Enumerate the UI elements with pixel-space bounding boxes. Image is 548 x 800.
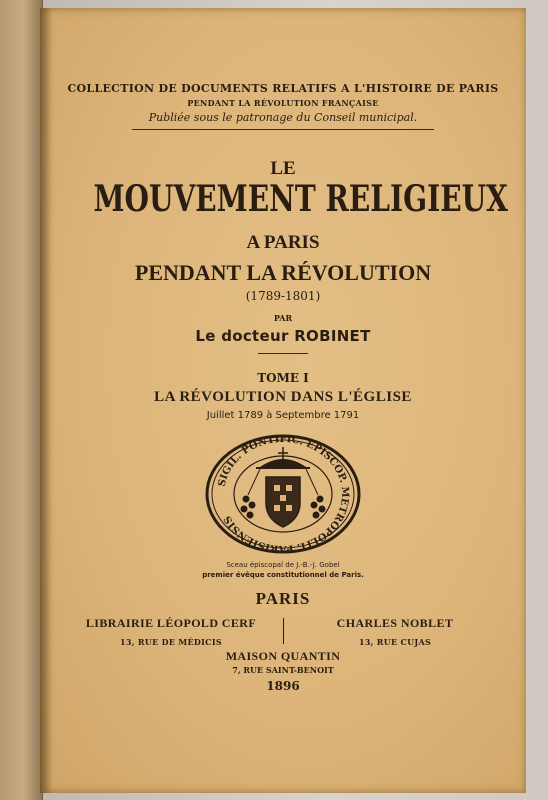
seal-caption-line-2: premier évêque constitutionnel de Paris. <box>202 571 364 579</box>
title-place: A PARIS <box>246 232 320 253</box>
patronage-line: Publiée sous le patronage du Conseil municipal. <box>148 111 418 124</box>
seal-inscription: SIGIL. PONTIFIC. EPISCOP. METROPOLIT. PARISIENSIS <box>216 433 351 555</box>
title-article: LE <box>270 158 296 179</box>
title-page <box>40 8 526 793</box>
publisher-left <box>66 616 276 647</box>
printer-name: MAISON QUANTIN <box>225 649 341 663</box>
publisher-right-address: 13, RUE CUJAS <box>358 637 432 647</box>
spine-shadow <box>40 8 52 793</box>
middle-rule-divider <box>258 353 308 354</box>
top-rule-divider <box>132 129 434 130</box>
collection-subheading: PENDANT LA RÉVOLUTION FRANÇAISE <box>187 98 379 108</box>
main-title: MOUVEMENT RELIGIEUX <box>93 178 508 220</box>
publisher-right-name: CHARLES NOBLET <box>336 616 454 630</box>
title-period: PENDANT LA RÉVOLUTION <box>134 260 432 285</box>
volume-date-range: Juillet 1789 à Septembre 1791 <box>206 410 360 421</box>
title-dates: (1789-1801) <box>245 289 321 303</box>
by-label: PAR <box>273 313 293 323</box>
imprint-city: PARIS <box>255 589 311 608</box>
collection-heading: COLLECTION DE DOCUMENTS RELATIFS A L'HISTOIRE DE PARIS <box>67 82 499 95</box>
seal-caption-line-1: Sceau épiscopal de J.-B.-J. Gobel <box>226 561 340 569</box>
volume-number: TOME I <box>257 371 309 385</box>
book-cover-edge <box>0 0 43 800</box>
volume-title: LA RÉVOLUTION DANS L'ÉGLISE <box>154 389 412 405</box>
publisher-left-name: LIBRAIRIE LÉOPOLD CERF <box>85 616 257 630</box>
author-name: Le docteur ROBINET <box>195 327 371 345</box>
publisher-left-address: 13, RUE DE MÉDICIS <box>120 637 222 647</box>
publisher-right <box>290 616 500 647</box>
publisher-divider <box>283 618 284 644</box>
episcopal-seal-image <box>202 433 364 555</box>
printer-address: 7, RUE SAINT-BENOIT <box>232 665 334 675</box>
publication-year: 1896 <box>266 679 300 693</box>
